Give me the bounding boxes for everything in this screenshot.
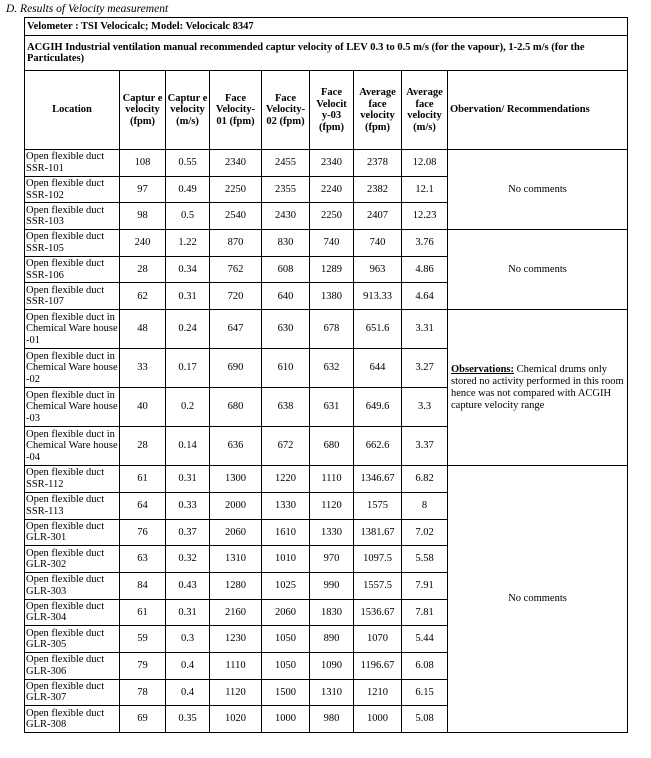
cell-face-velocity-01: 1310 [210, 546, 262, 573]
table-row [25, 466, 628, 493]
cell-location: Open flexible duct GLR-305 [25, 626, 120, 653]
cell-average-fpm: 2407 [354, 203, 402, 230]
cell-average-ms: 5.58 [402, 546, 448, 573]
cell-average-fpm: 1557.5 [354, 572, 402, 599]
cell-average-fpm: 1346.67 [354, 466, 402, 493]
header-capture-fpm: Captur e velocity (fpm) [120, 71, 166, 150]
cell-face-velocity-03: 631 [310, 388, 354, 427]
cell-face-velocity-03: 970 [310, 546, 354, 573]
cell-capture-fpm: 84 [120, 572, 166, 599]
cell-face-velocity-02: 2355 [262, 176, 310, 203]
cell-capture-ms: 0.3 [166, 626, 210, 653]
cell-capture-fpm: 97 [120, 176, 166, 203]
cell-capture-fpm: 76 [120, 519, 166, 546]
cell-face-velocity-03: 1110 [310, 466, 354, 493]
header-location: Location [25, 71, 120, 150]
velocity-results-table [24, 17, 628, 733]
cell-average-ms: 12.08 [402, 150, 448, 177]
cell-face-velocity-01: 762 [210, 256, 262, 283]
cell-capture-fpm: 98 [120, 203, 166, 230]
cell-capture-fpm: 78 [120, 679, 166, 706]
cell-capture-ms: 0.37 [166, 519, 210, 546]
cell-average-ms: 7.91 [402, 572, 448, 599]
header-row [25, 71, 628, 150]
cell-face-velocity-01: 647 [210, 310, 262, 349]
cell-capture-ms: 0.33 [166, 492, 210, 519]
cell-face-velocity-03: 678 [310, 310, 354, 349]
cell-face-velocity-03: 1310 [310, 679, 354, 706]
header-face-velocity-03: Face Velocit y-03 (fpm) [310, 71, 354, 150]
cell-average-ms: 4.64 [402, 283, 448, 310]
cell-capture-fpm: 40 [120, 388, 166, 427]
cell-average-fpm: 1210 [354, 679, 402, 706]
cell-face-velocity-01: 2250 [210, 176, 262, 203]
cell-average-fpm: 1000 [354, 706, 402, 733]
cell-face-velocity-03: 1120 [310, 492, 354, 519]
cell-capture-ms: 0.43 [166, 572, 210, 599]
cell-average-fpm: 2382 [354, 176, 402, 203]
cell-face-velocity-03: 2340 [310, 150, 354, 177]
cell-average-ms: 12.1 [402, 176, 448, 203]
table-row [25, 230, 628, 257]
cell-capture-ms: 0.49 [166, 176, 210, 203]
cell-face-velocity-01: 870 [210, 230, 262, 257]
header-average-ms: Average face velocity (m/s) [402, 71, 448, 150]
cell-location: Open flexible duct SSR-107 [25, 283, 120, 310]
cell-average-fpm: 644 [354, 349, 402, 388]
cell-average-ms: 7.81 [402, 599, 448, 626]
cell-location: Open flexible duct SSR-105 [25, 230, 120, 257]
cell-face-velocity-03: 632 [310, 349, 354, 388]
cell-average-ms: 5.08 [402, 706, 448, 733]
cell-face-velocity-01: 2340 [210, 150, 262, 177]
cell-average-ms: 7.02 [402, 519, 448, 546]
cell-location: Open flexible duct GLR-301 [25, 519, 120, 546]
cell-capture-ms: 0.35 [166, 706, 210, 733]
table-row [25, 310, 628, 349]
cell-face-velocity-03: 1830 [310, 599, 354, 626]
table-row [25, 150, 628, 177]
cell-average-ms: 4.86 [402, 256, 448, 283]
cell-face-velocity-01: 2160 [210, 599, 262, 626]
cell-capture-fpm: 240 [120, 230, 166, 257]
cell-face-velocity-03: 2240 [310, 176, 354, 203]
cell-location: Open flexible duct in Chemical Ware house -03 [25, 388, 120, 427]
cell-face-velocity-02: 630 [262, 310, 310, 349]
cell-average-fpm: 651.6 [354, 310, 402, 349]
cell-capture-ms: 0.31 [166, 283, 210, 310]
cell-average-ms: 3.3 [402, 388, 448, 427]
observation-cell: No comments [448, 230, 628, 310]
cell-capture-fpm: 108 [120, 150, 166, 177]
cell-location: Open flexible duct GLR-303 [25, 572, 120, 599]
cell-face-velocity-02: 1025 [262, 572, 310, 599]
cell-average-ms: 5.44 [402, 626, 448, 653]
cell-face-velocity-02: 1010 [262, 546, 310, 573]
cell-face-velocity-01: 2000 [210, 492, 262, 519]
header-face-velocity-02: Face Velocity-02 (fpm) [262, 71, 310, 150]
cell-face-velocity-02: 2430 [262, 203, 310, 230]
header-capture-ms: Captur e velocity (m/s) [166, 71, 210, 150]
cell-average-ms: 3.76 [402, 230, 448, 257]
cell-capture-fpm: 79 [120, 652, 166, 679]
cell-average-fpm: 1196.67 [354, 652, 402, 679]
cell-capture-ms: 0.4 [166, 652, 210, 679]
cell-face-velocity-02: 2060 [262, 599, 310, 626]
table-body [25, 150, 628, 733]
cell-average-ms: 8 [402, 492, 448, 519]
cell-capture-ms: 0.31 [166, 599, 210, 626]
cell-average-fpm: 740 [354, 230, 402, 257]
cell-face-velocity-02: 830 [262, 230, 310, 257]
cell-face-velocity-01: 1230 [210, 626, 262, 653]
cell-location: Open flexible duct SSR-101 [25, 150, 120, 177]
observation-label: Observations: [451, 363, 514, 375]
cell-face-velocity-02: 610 [262, 349, 310, 388]
cell-capture-fpm: 69 [120, 706, 166, 733]
cell-face-velocity-01: 690 [210, 349, 262, 388]
cell-face-velocity-02: 640 [262, 283, 310, 310]
cell-face-velocity-02: 608 [262, 256, 310, 283]
observation-cell: No comments [448, 466, 628, 733]
cell-face-velocity-01: 1120 [210, 679, 262, 706]
cell-location: Open flexible duct SSR-112 [25, 466, 120, 493]
cell-capture-ms: 0.55 [166, 150, 210, 177]
cell-capture-ms: 0.5 [166, 203, 210, 230]
observation-cell: No comments [448, 150, 628, 230]
cell-face-velocity-01: 1280 [210, 572, 262, 599]
cell-location: Open flexible duct GLR-302 [25, 546, 120, 573]
cell-capture-ms: 0.32 [166, 546, 210, 573]
cell-location: Open flexible duct in Chemical Ware house -01 [25, 310, 120, 349]
cell-face-velocity-03: 680 [310, 427, 354, 466]
cell-average-ms: 6.82 [402, 466, 448, 493]
cell-location: Open flexible duct SSR-106 [25, 256, 120, 283]
cell-average-ms: 3.31 [402, 310, 448, 349]
cell-location: Open flexible duct SSR-103 [25, 203, 120, 230]
velometer-row [25, 18, 628, 36]
velometer-line: Velometer : TSI Velocicalc; Model: Velocicalc 8347 [25, 18, 628, 36]
cell-face-velocity-02: 672 [262, 427, 310, 466]
cell-face-velocity-02: 1220 [262, 466, 310, 493]
cell-face-velocity-02: 2455 [262, 150, 310, 177]
cell-average-ms: 3.37 [402, 427, 448, 466]
acgih-row [25, 36, 628, 71]
cell-capture-ms: 0.4 [166, 679, 210, 706]
cell-face-velocity-02: 638 [262, 388, 310, 427]
cell-face-velocity-03: 890 [310, 626, 354, 653]
section-heading: D. Results of Velocity measurement [6, 3, 169, 15]
acgih-line: ACGIH Industrial ventilation manual recommended captur velocity of LEV 0.3 to 0.5 m/s (for the vapour), 1-2.5 m/s (for the Particulates) [25, 36, 628, 71]
cell-average-fpm: 2378 [354, 150, 402, 177]
cell-capture-ms: 0.31 [166, 466, 210, 493]
cell-capture-fpm: 64 [120, 492, 166, 519]
cell-face-velocity-02: 1330 [262, 492, 310, 519]
cell-location: Open flexible duct GLR-308 [25, 706, 120, 733]
cell-capture-fpm: 59 [120, 626, 166, 653]
cell-capture-fpm: 62 [120, 283, 166, 310]
cell-face-velocity-03: 990 [310, 572, 354, 599]
cell-capture-fpm: 61 [120, 466, 166, 493]
cell-face-velocity-01: 720 [210, 283, 262, 310]
cell-location: Open flexible duct SSR-102 [25, 176, 120, 203]
cell-average-fpm: 1070 [354, 626, 402, 653]
cell-face-velocity-02: 1050 [262, 626, 310, 653]
cell-face-velocity-01: 1110 [210, 652, 262, 679]
cell-location: Open flexible duct GLR-304 [25, 599, 120, 626]
header-face-velocity-01: Face Velocity-01 (fpm) [210, 71, 262, 150]
cell-location: Open flexible duct in Chemical Ware house -04 [25, 427, 120, 466]
cell-capture-ms: 1.22 [166, 230, 210, 257]
cell-face-velocity-03: 1090 [310, 652, 354, 679]
cell-capture-fpm: 61 [120, 599, 166, 626]
cell-capture-fpm: 28 [120, 427, 166, 466]
cell-average-fpm: 1536.67 [354, 599, 402, 626]
cell-average-ms: 12.23 [402, 203, 448, 230]
cell-average-fpm: 913.33 [354, 283, 402, 310]
header-observation: Obervation/ Recommendations [448, 71, 628, 150]
cell-face-velocity-02: 1610 [262, 519, 310, 546]
cell-capture-fpm: 63 [120, 546, 166, 573]
cell-face-velocity-03: 2250 [310, 203, 354, 230]
cell-face-velocity-03: 1380 [310, 283, 354, 310]
cell-average-fpm: 1575 [354, 492, 402, 519]
header-average-fpm: Average face velocity (fpm) [354, 71, 402, 150]
cell-face-velocity-01: 680 [210, 388, 262, 427]
cell-average-ms: 6.08 [402, 652, 448, 679]
cell-face-velocity-02: 1500 [262, 679, 310, 706]
cell-face-velocity-03: 980 [310, 706, 354, 733]
cell-average-fpm: 963 [354, 256, 402, 283]
cell-face-velocity-01: 2540 [210, 203, 262, 230]
cell-average-fpm: 662.6 [354, 427, 402, 466]
cell-average-ms: 3.27 [402, 349, 448, 388]
cell-face-velocity-02: 1000 [262, 706, 310, 733]
cell-capture-ms: 0.14 [166, 427, 210, 466]
cell-face-velocity-01: 636 [210, 427, 262, 466]
cell-face-velocity-01: 1020 [210, 706, 262, 733]
cell-capture-fpm: 48 [120, 310, 166, 349]
cell-face-velocity-03: 1289 [310, 256, 354, 283]
cell-capture-fpm: 28 [120, 256, 166, 283]
cell-face-velocity-01: 1300 [210, 466, 262, 493]
cell-average-fpm: 1097.5 [354, 546, 402, 573]
cell-capture-ms: 0.34 [166, 256, 210, 283]
cell-location: Open flexible duct GLR-307 [25, 679, 120, 706]
cell-capture-ms: 0.2 [166, 388, 210, 427]
cell-face-velocity-03: 740 [310, 230, 354, 257]
observation-cell-chemical-warehouse [448, 310, 628, 466]
cell-capture-ms: 0.24 [166, 310, 210, 349]
cell-average-fpm: 1381.67 [354, 519, 402, 546]
cell-location: Open flexible duct GLR-306 [25, 652, 120, 679]
cell-location: Open flexible duct in Chemical Ware house -02 [25, 349, 120, 388]
observation-text: Chemical drums only stored no activity performed in this room hence was not compared with ACGIH capture velocity range [451, 363, 624, 411]
cell-face-velocity-02: 1050 [262, 652, 310, 679]
cell-capture-fpm: 33 [120, 349, 166, 388]
cell-average-ms: 6.15 [402, 679, 448, 706]
cell-face-velocity-03: 1330 [310, 519, 354, 546]
cell-capture-ms: 0.17 [166, 349, 210, 388]
cell-location: Open flexible duct SSR-113 [25, 492, 120, 519]
cell-average-fpm: 649.6 [354, 388, 402, 427]
cell-face-velocity-01: 2060 [210, 519, 262, 546]
